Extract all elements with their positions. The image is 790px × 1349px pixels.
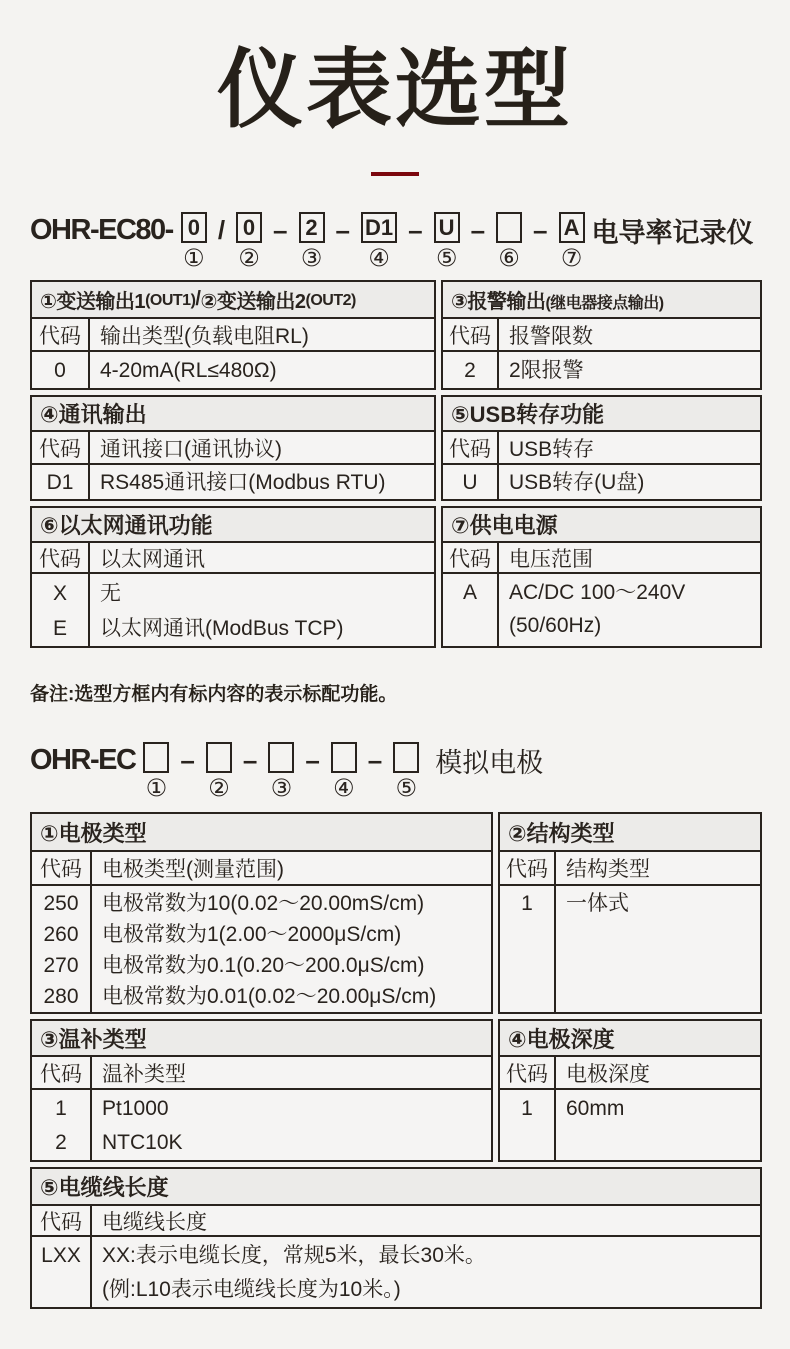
- position-number-4: ④: [333, 775, 355, 803]
- position-number-3: ③: [270, 775, 293, 803]
- code-cell: 1: [500, 886, 556, 1012]
- col-header-code: 代码: [443, 432, 499, 463]
- model-code-box-3: 2: [299, 212, 325, 243]
- model2-slot-3: [268, 742, 294, 802]
- section-header: ⑤电缆线长度: [32, 1169, 760, 1204]
- col-header-code: 代码: [443, 319, 499, 350]
- table-row: [32, 350, 434, 388]
- section-header: ③温补类型: [32, 1021, 491, 1055]
- section-electrode-type: [30, 812, 493, 1014]
- model1-product-name: 电导率记录仪: [591, 217, 754, 248]
- col-header-desc: 以太网通讯: [100, 547, 205, 571]
- model2-slot-5: [393, 742, 419, 802]
- table-row: [443, 350, 760, 388]
- section-usb-transfer: [441, 395, 762, 501]
- col-header-desc: 输出类型(负载电阻RL): [100, 324, 309, 348]
- code-cell: 1 2: [32, 1090, 92, 1160]
- note-text: 备注:选型方框内有标内容的表示标配功能。: [30, 684, 398, 706]
- separator-dash: –: [367, 744, 383, 775]
- model-code-line-electrode: [30, 742, 790, 802]
- title-underline: [371, 172, 419, 176]
- col-header-code: 代码: [32, 852, 92, 884]
- section-structure-type: [498, 812, 762, 1014]
- model-code-box-2: 0: [236, 212, 262, 243]
- model-code-box-7: A: [559, 212, 585, 243]
- table-row: [500, 884, 760, 1012]
- separator-dash: –: [335, 214, 350, 245]
- model-code-box-1: 0: [181, 212, 207, 243]
- section-header: ⑤USB转存功能: [443, 397, 760, 430]
- column-header-row: [32, 850, 491, 884]
- section-header: ⑥以太网通讯功能: [32, 508, 434, 541]
- desc-cell: 电极常数为10(0.02～20.00mS/cm) 电极常数为1(2.00～2000μS/cm) 电极常数为0.1(0.20～200.0μS/cm) 电极常数为0.01(0.02～20.00μS/cm): [102, 892, 437, 1009]
- model-code-box-2-empty: [206, 742, 232, 773]
- col-header-desc: 电压范围: [509, 547, 593, 571]
- section-temp-compensation: [30, 1019, 493, 1162]
- col-header-code: 代码: [500, 852, 556, 884]
- table-row: [32, 463, 434, 499]
- column-header-row: [443, 430, 760, 463]
- model1-slot-1: [181, 212, 207, 272]
- table-row: [32, 1235, 760, 1307]
- col-header-desc: 结构类型: [566, 858, 650, 882]
- desc-cell: USB转存(U盘): [509, 471, 645, 495]
- code-cell: 250 260 270 280: [32, 886, 92, 1012]
- code-cell: X E: [32, 574, 90, 646]
- position-number-3: ③: [300, 245, 323, 273]
- separator-dash: –: [305, 744, 320, 775]
- separator-dash: –: [470, 214, 486, 245]
- model1-slot-2: [236, 212, 262, 272]
- section-electrode-depth: [498, 1019, 762, 1162]
- model1-slot-7: [559, 212, 585, 272]
- header-subtext: (OUT1): [145, 292, 196, 310]
- code-cell: U: [443, 465, 499, 499]
- position-number-2: ②: [208, 775, 230, 803]
- column-header-row: [32, 1204, 760, 1235]
- header-subtext: (继电器接点输出): [545, 294, 664, 312]
- desc-cell: 4-20mA(RL≤480Ω): [100, 359, 277, 383]
- section-header: ④电极深度: [500, 1021, 760, 1055]
- code-cell: 0: [32, 352, 90, 388]
- model1-slot-3: [299, 212, 325, 272]
- desc-cell: 一体式: [566, 892, 629, 916]
- desc-cell: XX:表示电缆长度，常规5米，最长30米。 (例:L10表示电缆线长度为10米。): [102, 1244, 486, 1302]
- section-transmit-output: [30, 280, 436, 390]
- table-row: [32, 1088, 491, 1160]
- model2-prefix: OHR-EC: [30, 743, 136, 776]
- position-number-6: ⑥: [498, 245, 520, 273]
- section-header: [32, 282, 434, 317]
- section-header: ①电极类型: [32, 814, 491, 850]
- col-header-desc: 温补类型: [102, 1062, 186, 1086]
- column-header-row: [443, 541, 760, 572]
- col-header-desc: 电缆线长度: [102, 1210, 207, 1234]
- desc-cell: 无 以太网通讯(ModBus TCP): [100, 582, 344, 641]
- desc-cell: RS485通讯接口(Modbus RTU): [100, 471, 386, 495]
- section-header: ④通讯输出: [32, 397, 434, 430]
- section-header: ⑦供电电源: [443, 508, 760, 541]
- col-header-code: 代码: [32, 1057, 92, 1088]
- model-code-box-5-empty: [393, 742, 419, 773]
- position-number-1: ①: [183, 245, 205, 273]
- model-code-box-5: U: [434, 212, 460, 243]
- model-code-box-4-empty: [331, 742, 357, 773]
- position-number-1: ①: [145, 775, 168, 803]
- col-header-code: 代码: [443, 543, 499, 572]
- table-row: [443, 463, 760, 499]
- model1-slot-6: [496, 212, 522, 272]
- position-number-2: ②: [238, 245, 260, 273]
- separator-dash: –: [533, 214, 548, 245]
- column-header-row: [32, 430, 434, 463]
- model-code-box-1-empty: [143, 742, 169, 773]
- position-number-4: ④: [368, 245, 390, 273]
- code-cell: A: [443, 574, 499, 646]
- separator-dash: –: [273, 214, 288, 245]
- model1-prefix: OHR-EC80-: [30, 213, 173, 246]
- separator-dash: –: [180, 744, 195, 775]
- col-header-desc: 电极类型(测量范围): [102, 858, 284, 882]
- position-number-5: ⑤: [435, 245, 458, 273]
- section-power-supply: [441, 506, 762, 648]
- col-header-code: 代码: [32, 432, 90, 463]
- column-header-row: [500, 850, 760, 884]
- model2-product-name: 模拟电极: [435, 747, 544, 778]
- model1-slot-4: [361, 212, 397, 272]
- separator-slash: /: [217, 214, 226, 245]
- column-header-row: [32, 317, 434, 350]
- separator-dash: –: [408, 214, 423, 245]
- desc-cell: AC/DC 100～240V (50/60Hz): [509, 581, 686, 638]
- table-row: [500, 1088, 760, 1160]
- section-alarm-output: [441, 280, 762, 390]
- header-text: ①变送输出1: [40, 291, 146, 314]
- section-header: [443, 282, 760, 317]
- section-header: ②结构类型: [500, 814, 760, 850]
- col-header-desc: 电极深度: [566, 1062, 650, 1086]
- column-header-row: [32, 541, 434, 572]
- model-code-line-recorder: [30, 212, 790, 272]
- code-cell: D1: [32, 465, 90, 499]
- position-number-5: ⑤: [395, 775, 418, 803]
- header-text: ③报警输出: [451, 291, 546, 314]
- desc-cell: 2限报警: [509, 359, 584, 383]
- desc-cell: 60mm: [566, 1097, 625, 1121]
- separator-dash: –: [242, 744, 258, 775]
- code-cell: 2: [443, 352, 499, 388]
- table-row: [32, 572, 434, 646]
- table-row: [443, 572, 760, 646]
- col-header-desc: 报警限数: [509, 324, 593, 348]
- desc-cell: Pt1000 NTC10K: [102, 1097, 183, 1155]
- section-comm-output: [30, 395, 436, 501]
- selection-table-electrode: [30, 812, 762, 1309]
- col-header-code: 代码: [500, 1057, 556, 1088]
- code-cell: LXX: [32, 1237, 92, 1307]
- section-ethernet: [30, 506, 436, 648]
- model-code-box-3-empty: [268, 742, 294, 773]
- model-code-box-6-empty: [496, 212, 522, 243]
- col-header-code: 代码: [32, 543, 90, 572]
- header-subtext: (OUT2): [305, 292, 356, 310]
- col-header-desc: USB转存: [509, 437, 595, 461]
- column-header-row: [443, 317, 760, 350]
- model2-slot-1: [143, 742, 169, 802]
- column-header-row: [32, 1055, 491, 1088]
- model2-slot-2: [206, 742, 232, 802]
- header-text: /: [195, 288, 201, 311]
- table-row: [32, 884, 491, 1012]
- model2-slot-4: [331, 742, 357, 802]
- col-header-desc: 通讯接口(通讯协议): [100, 437, 282, 461]
- col-header-code: 代码: [32, 319, 90, 350]
- header-text: ②变送输出2: [200, 291, 306, 314]
- page-title: 仪表选型: [217, 42, 573, 138]
- position-number-7: ⑦: [560, 245, 583, 273]
- column-header-row: [500, 1055, 760, 1088]
- model-code-box-4: D1: [361, 212, 397, 243]
- section-cable-length: [30, 1167, 762, 1309]
- code-cell: 1: [500, 1090, 556, 1160]
- col-header-code: 代码: [32, 1206, 92, 1235]
- model1-slot-5: [434, 212, 460, 272]
- selection-table-recorder: [30, 280, 762, 648]
